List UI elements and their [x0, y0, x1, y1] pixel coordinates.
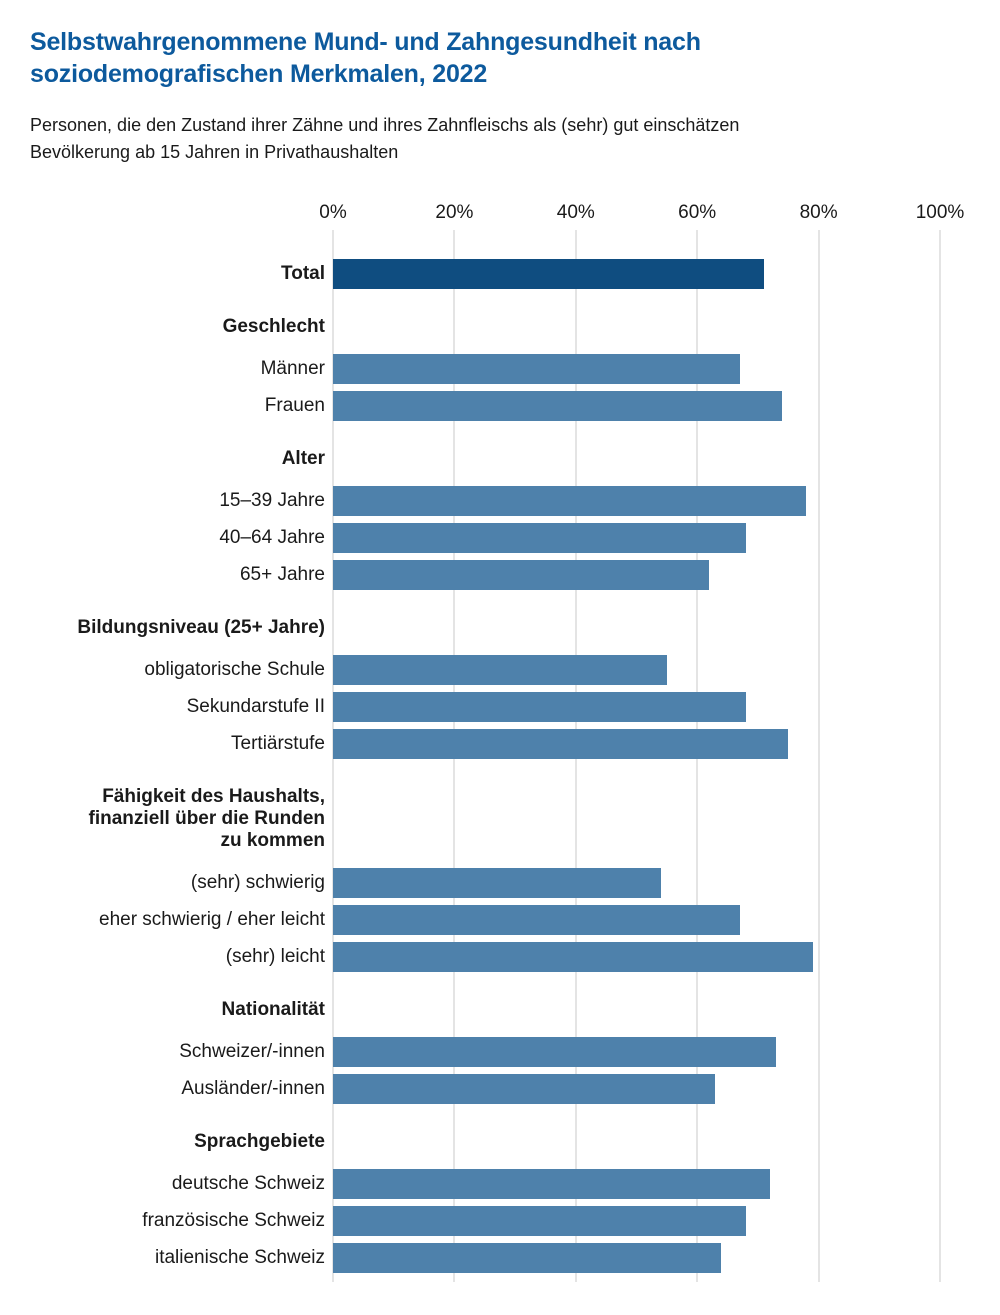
bar-label: (sehr) leicht — [225, 945, 325, 967]
page-title-line-2: soziodemografischen Merkmalen, 2022 — [30, 60, 488, 88]
bar-track — [333, 523, 940, 553]
bar — [333, 1243, 721, 1273]
bar-track — [333, 729, 940, 759]
x-axis-tick: 0% — [319, 202, 347, 223]
group-header — [30, 999, 333, 1021]
bar-row — [30, 1165, 970, 1202]
group-header-line: Nationalität — [221, 999, 325, 1020]
bar-label: deutsche Schweiz — [171, 1172, 325, 1194]
bar-row — [30, 864, 970, 901]
bar-row — [30, 938, 970, 975]
bar-track — [333, 391, 940, 421]
page-title — [30, 26, 970, 90]
bar-row — [30, 1202, 970, 1239]
bar — [333, 905, 740, 935]
bar-track — [333, 1169, 940, 1199]
group-header-line: Bildungsniveau (25+ Jahre) — [77, 617, 325, 638]
bar — [333, 942, 813, 972]
chart-rows — [30, 230, 970, 1282]
bar — [333, 354, 740, 384]
bar-label: italienische Schweiz — [154, 1246, 325, 1268]
bar-track — [333, 486, 940, 516]
bar-label: Ausländer/-innen — [181, 1077, 325, 1099]
bar-label: Frauen — [264, 394, 325, 416]
group-header — [30, 1131, 333, 1153]
bar-label: Sekundarstufe II — [186, 695, 325, 717]
group-header — [30, 617, 333, 639]
group-header — [30, 786, 333, 852]
chart-subtitle-line-2: Bevölkerung ab 15 Jahren in Privathaushalten — [30, 142, 399, 162]
group-header-line: Alter — [281, 448, 325, 469]
x-axis-tick: 60% — [678, 202, 717, 223]
page-title-line-1: Selbstwahrgenommene Mund- und Zahngesundheit nach — [30, 28, 701, 56]
group-header-line: zu kommen — [220, 830, 325, 851]
bar-track — [333, 905, 940, 935]
chart-subtitle — [30, 112, 970, 166]
bar-label: französische Schweiz — [142, 1209, 325, 1231]
bar — [333, 523, 746, 553]
group-header — [30, 316, 333, 338]
x-axis-tick: 20% — [435, 202, 474, 223]
bar — [333, 560, 709, 590]
bar-label: Schweizer/-innen — [179, 1040, 325, 1062]
bar-row — [30, 519, 970, 556]
bar-label: Total — [281, 262, 325, 284]
bar-chart — [30, 196, 970, 1282]
bar-row — [30, 725, 970, 762]
bar-track — [333, 655, 940, 685]
group-header-line: Geschlecht — [222, 316, 325, 337]
bar — [333, 1206, 746, 1236]
bar-row — [30, 387, 970, 424]
bar-label: 15–39 Jahre — [219, 489, 325, 511]
bar-label: eher schwierig / eher leicht — [99, 908, 325, 930]
bar-label: 65+ Jahre — [239, 563, 325, 585]
bar — [333, 1037, 776, 1067]
bar-track — [333, 868, 940, 898]
bar-row — [30, 688, 970, 725]
bar-row — [30, 255, 970, 292]
bar-track — [333, 1206, 940, 1236]
bar-row — [30, 1070, 970, 1107]
group-header-line: Sprachgebiete — [194, 1131, 325, 1152]
bar — [333, 259, 764, 289]
bar-row — [30, 350, 970, 387]
bar — [333, 729, 788, 759]
bar-label: Tertiärstufe — [231, 732, 325, 754]
bar-row — [30, 651, 970, 688]
bar-track — [333, 1074, 940, 1104]
x-axis — [319, 196, 965, 230]
bar — [333, 692, 746, 722]
bar-track — [333, 1243, 940, 1273]
bar — [333, 868, 661, 898]
x-axis-tick: 80% — [799, 202, 838, 223]
bar-track — [333, 692, 940, 722]
bar-track — [333, 354, 940, 384]
bar — [333, 391, 782, 421]
x-axis-tick: 100% — [915, 202, 965, 223]
group-header-line: Fähigkeit des Haushalts, — [102, 786, 325, 807]
bar-label: 40–64 Jahre — [219, 526, 325, 548]
bar-row — [30, 482, 970, 519]
bar — [333, 655, 667, 685]
bar-track — [333, 1037, 940, 1067]
bar-label: Männer — [260, 357, 325, 379]
bar-track — [333, 942, 940, 972]
bar-row — [30, 901, 970, 938]
group-header-line: finanziell über die Runden — [88, 808, 325, 829]
bar-label: obligatorische Schule — [144, 658, 325, 680]
bar — [333, 1074, 715, 1104]
group-header — [30, 448, 333, 470]
bar — [333, 486, 806, 516]
x-axis-tick: 40% — [556, 202, 595, 223]
bar — [333, 1169, 770, 1199]
bar-row — [30, 1033, 970, 1070]
bar-row — [30, 1239, 970, 1276]
bar-label: (sehr) schwierig — [190, 871, 325, 893]
chart-subtitle-line-1: Personen, die den Zustand ihrer Zähne und ihres Zahnfleischs als (sehr) gut einschätzen — [30, 115, 740, 135]
bar-track — [333, 560, 940, 590]
bar-track — [333, 259, 940, 289]
bar-row — [30, 556, 970, 593]
